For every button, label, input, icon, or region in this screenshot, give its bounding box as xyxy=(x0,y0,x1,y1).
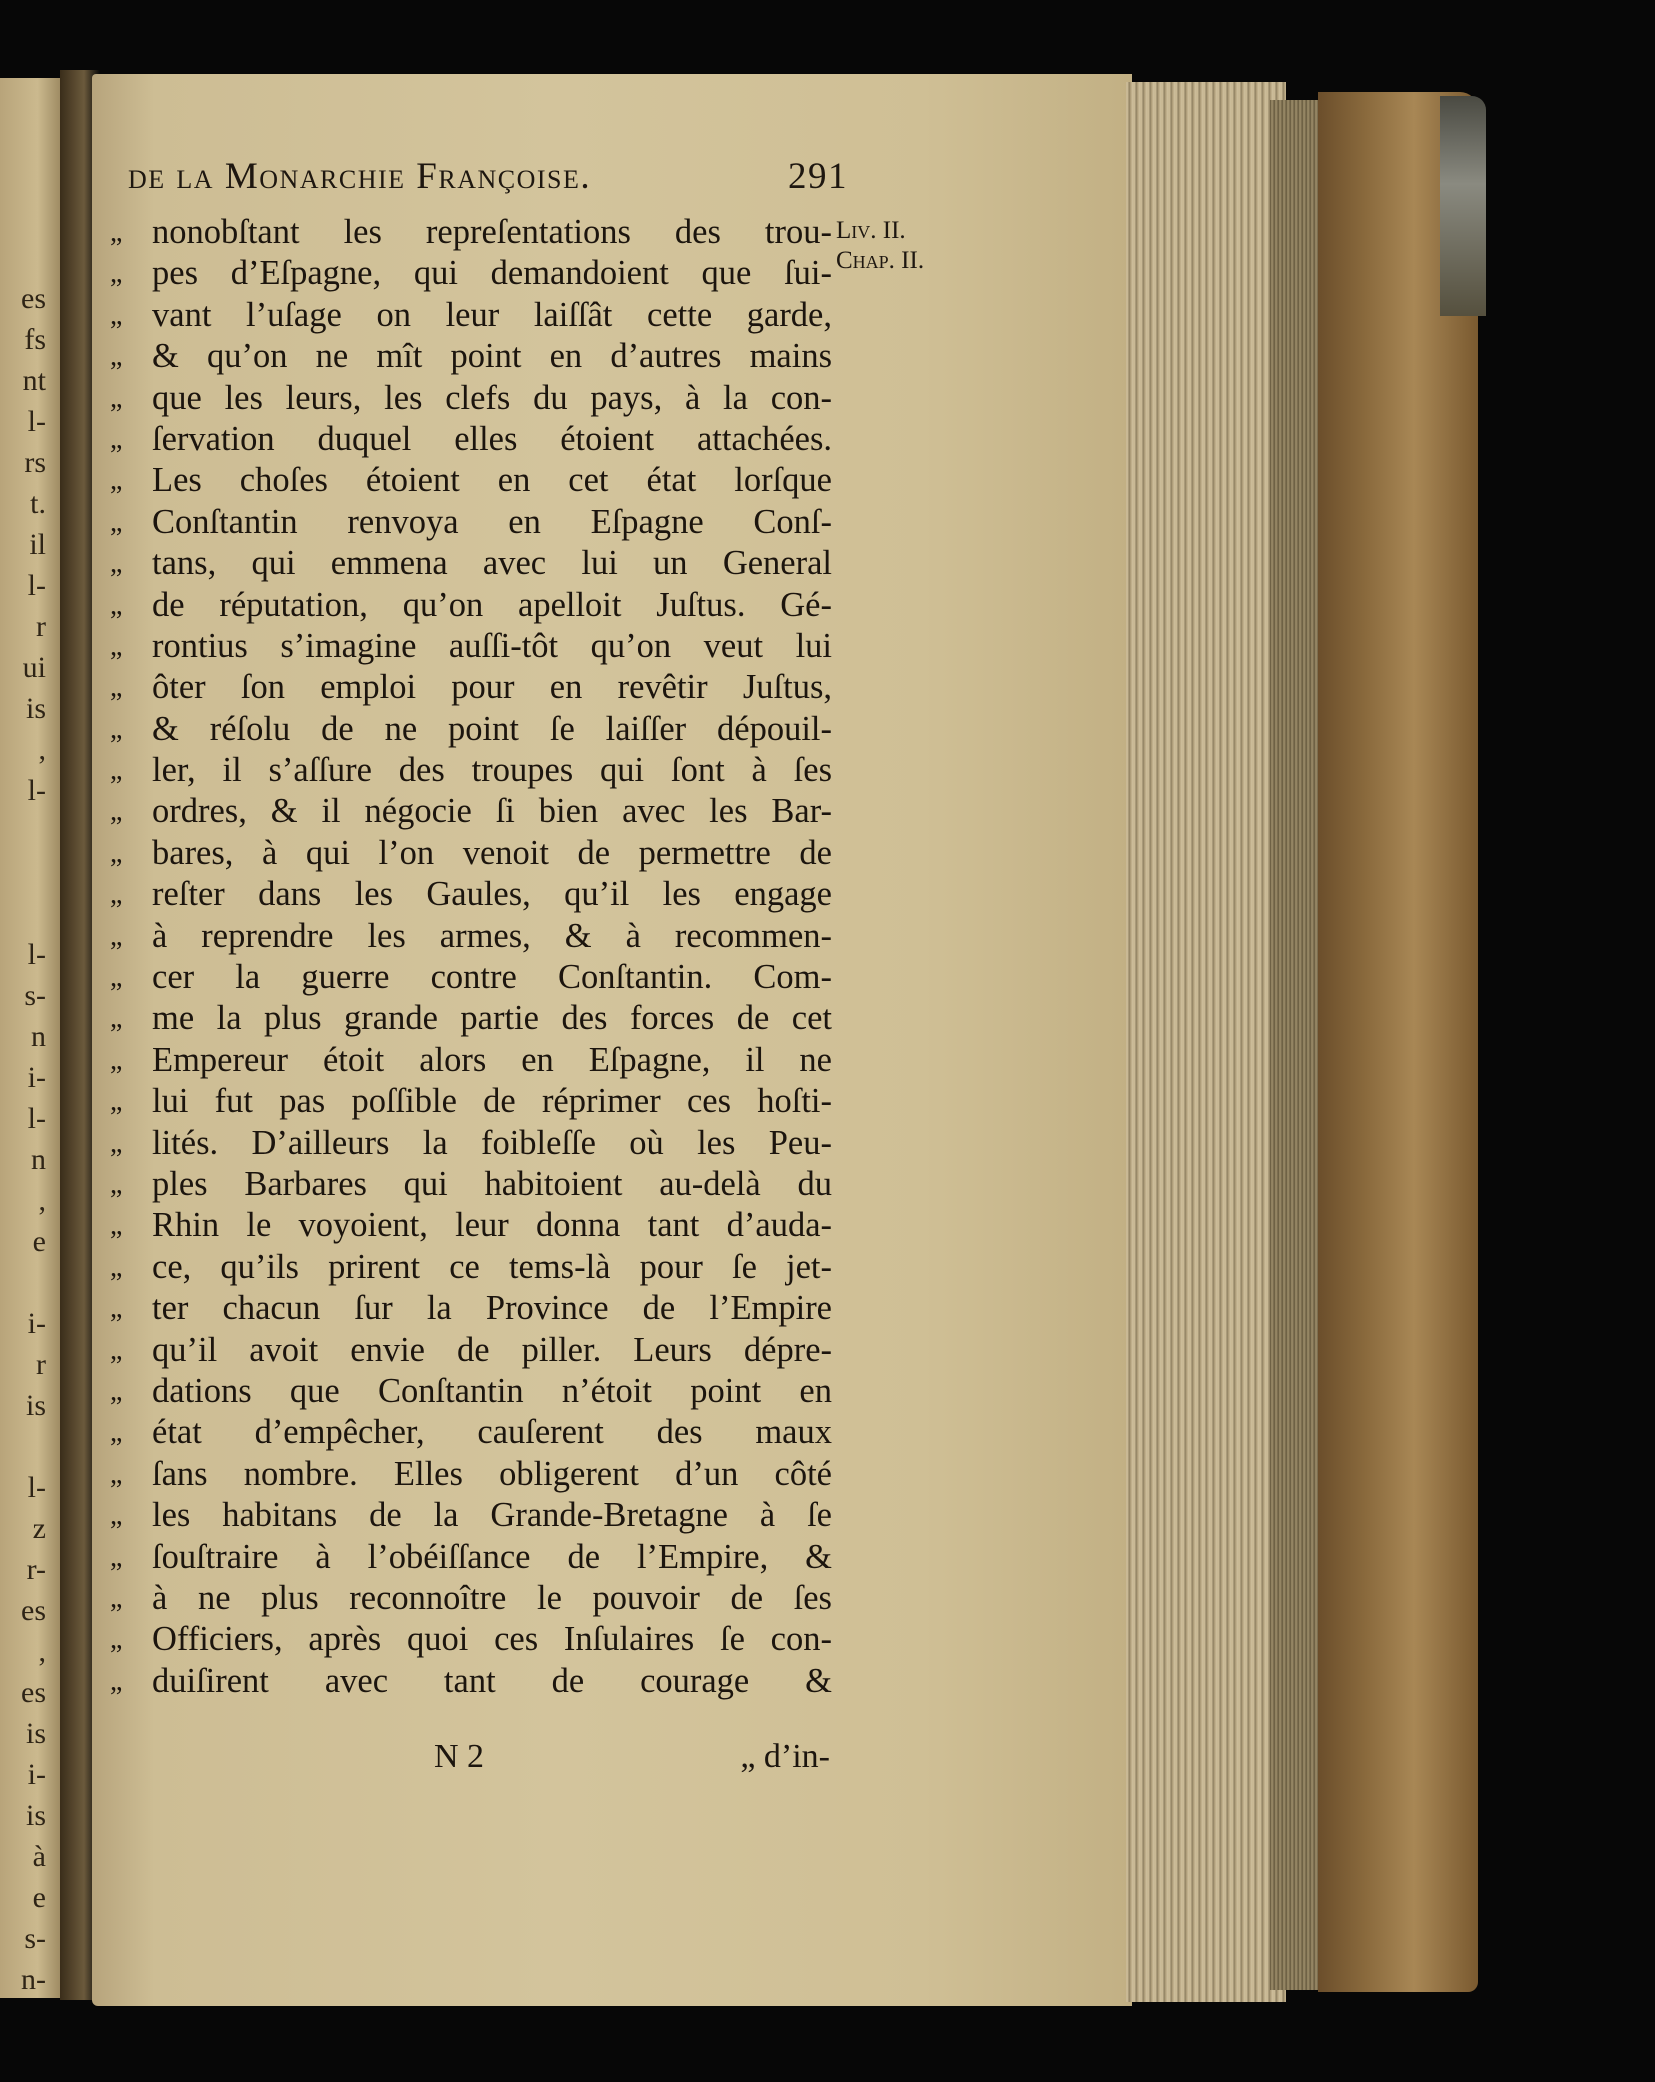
previous-page-fragment: l- xyxy=(27,405,46,438)
text-line xyxy=(110,419,830,460)
quotation-mark: „ xyxy=(110,672,123,704)
line-text: ce, qu’ils prirent ce tems-là pour ſe jet- xyxy=(152,1247,832,1286)
previous-page-fragment: l- xyxy=(27,1471,46,1504)
line-text: lités. D’ailleurs la foibleſſe où les Peu- xyxy=(152,1123,832,1162)
text-line xyxy=(110,1454,830,1495)
text-line xyxy=(110,957,830,998)
line-text: & réſolu de ne point ſe laiſſer dépouil- xyxy=(152,709,832,748)
line-text: pes d’Eſpagne, qui demandoient que ſui- xyxy=(152,254,832,293)
quotation-mark: „ xyxy=(110,506,123,538)
previous-page-fragment: , xyxy=(38,1635,46,1668)
line-text: que les leurs, les clefs du pays, à la con- xyxy=(152,378,832,417)
quotation-mark: „ xyxy=(110,1293,123,1325)
previous-page-fragment xyxy=(0,852,46,893)
running-header xyxy=(128,155,848,205)
catchword: „ d’in- xyxy=(740,1738,830,1775)
line-text: bares, à qui l’on venoit de permettre de xyxy=(152,833,832,872)
previous-page-fragment: e xyxy=(32,1881,46,1914)
margin-note-book: Liv. II. xyxy=(836,217,906,244)
text-line xyxy=(110,1578,830,1619)
previous-page-fragment: il xyxy=(29,528,46,561)
line-text: cer la guerre contre Conſtantin. Com- xyxy=(152,958,832,997)
previous-page-fragment: is xyxy=(25,1717,46,1750)
quotation-mark: „ xyxy=(110,1458,123,1490)
line-text: les habitans de la Grande-Bretagne à ſe xyxy=(152,1496,832,1535)
previous-page-fragment: ui xyxy=(22,651,46,684)
text-line xyxy=(110,1205,830,1246)
quotation-mark: „ xyxy=(110,1168,123,1200)
quotation-mark: „ xyxy=(110,1003,123,1035)
text-line xyxy=(110,1040,830,1081)
line-text: ſervation duquel elles étoient attachées. xyxy=(152,419,832,458)
quotation-mark: „ xyxy=(110,837,123,869)
line-text: ples Barbares qui habitoient au-delà du xyxy=(152,1164,832,1203)
previous-page-fragment: is xyxy=(25,1389,46,1422)
quotation-mark: „ xyxy=(110,962,123,994)
text-line xyxy=(110,1371,830,1412)
margin-note-chapter: Chap. II. xyxy=(836,247,925,274)
line-text: Rhin le voyoient, leur donna tant d’auda- xyxy=(152,1206,832,1245)
line-text: Empereur étoit alors en Eſpagne, il ne xyxy=(152,1040,832,1079)
book-cover-edge xyxy=(1318,92,1478,1992)
quotation-mark: „ xyxy=(110,1086,123,1118)
previous-page-fragment: es xyxy=(21,1594,46,1627)
text-line xyxy=(110,626,830,667)
line-text: rontius s’imagine auſſi-tôt qu’on veut lui xyxy=(152,626,832,665)
text-line xyxy=(110,916,830,957)
text-line xyxy=(110,667,830,708)
line-text: ôter ſon emploi pour en revêtir Juſtus, xyxy=(152,668,832,707)
quotation-mark: „ xyxy=(110,796,123,828)
quotation-mark: „ xyxy=(110,589,123,621)
previous-page-fragment: r xyxy=(36,610,46,643)
line-text: Officiers, après quoi ces Inſulaires ſe con- xyxy=(152,1620,832,1659)
quotation-mark: „ xyxy=(110,1624,123,1656)
previous-page-fragment: is xyxy=(25,692,46,725)
previous-page-fragment: s- xyxy=(24,1922,46,1955)
margin-note xyxy=(836,216,996,276)
line-text: ter chacun ſur la Province de l’Empire xyxy=(152,1289,832,1328)
previous-page-fragment: l- xyxy=(27,569,46,602)
previous-page-fragment: à xyxy=(32,1840,46,1873)
line-text: ſans nombre. Elles obligerent d’un côté xyxy=(152,1454,832,1493)
line-text: & qu’on ne mît point en d’autres mains xyxy=(152,337,832,376)
line-text: Conſtantin renvoya en Eſpagne Conſ- xyxy=(152,502,832,541)
previous-page-fragment: s- xyxy=(24,979,46,1012)
text-line xyxy=(110,378,830,419)
line-text: de réputation, qu’on apelloit Juſtus. Gé- xyxy=(152,585,832,624)
text-line xyxy=(110,998,830,1039)
previous-page-fragment: n xyxy=(31,1020,46,1053)
quotation-mark: „ xyxy=(110,465,123,497)
running-title: de la Monarchie Françoise. xyxy=(128,156,592,197)
quotation-mark: „ xyxy=(110,548,123,580)
line-text: à reprendre les armes, & à recommen- xyxy=(152,916,832,955)
text-line xyxy=(110,585,830,626)
page-number: 291 xyxy=(788,156,848,197)
previous-page-fragment: t. xyxy=(30,487,46,520)
quotation-mark: „ xyxy=(110,755,123,787)
text-line xyxy=(110,460,830,501)
body-text xyxy=(110,212,830,1702)
quotation-mark: „ xyxy=(110,920,123,952)
text-line xyxy=(110,1661,830,1702)
quotation-mark: „ xyxy=(110,879,123,911)
cover-worn-corner xyxy=(1440,96,1486,316)
line-text: reſter dans les Gaules, qu’il les engage xyxy=(152,875,832,914)
quotation-mark: „ xyxy=(110,1251,123,1283)
previous-page-fragment xyxy=(0,811,46,852)
quotation-mark: „ xyxy=(110,1334,123,1366)
page-footer xyxy=(110,1738,830,1782)
line-text: duiſirent avec tant de courage & xyxy=(152,1661,832,1700)
previous-page-fragment: r- xyxy=(26,1553,46,1586)
quotation-mark: „ xyxy=(110,630,123,662)
previous-page-fragment xyxy=(0,1426,46,1467)
previous-page-fragment: es xyxy=(21,1676,46,1709)
quotation-mark: „ xyxy=(110,1582,123,1614)
previous-page-fragment: , xyxy=(38,733,46,766)
previous-page-text-fragments xyxy=(0,278,46,2000)
quotation-mark: „ xyxy=(110,217,123,248)
previous-page-fragment: n- xyxy=(21,1963,46,1996)
line-text: tans, qui emmena avec lui un General xyxy=(152,544,832,583)
text-line xyxy=(110,543,830,584)
previous-page-fragment: n xyxy=(31,1143,46,1176)
text-line xyxy=(110,1288,830,1329)
previous-page-fragment: is xyxy=(25,1799,46,1832)
quotation-mark: „ xyxy=(110,713,123,745)
previous-page-fragment: l- xyxy=(27,1102,46,1135)
previous-page-fragment: i- xyxy=(27,1758,46,1791)
quotation-mark: „ xyxy=(110,1665,123,1697)
line-text: Les choſes étoient en cet état lorſque xyxy=(152,461,832,500)
previous-page xyxy=(0,78,68,1998)
text-line xyxy=(110,1123,830,1164)
text-line xyxy=(110,336,830,377)
quotation-mark: „ xyxy=(110,382,123,414)
previous-page-fragment: rs xyxy=(24,446,46,479)
line-text: à ne plus reconnoître le pouvoir de ſes xyxy=(152,1578,832,1617)
quotation-mark: „ xyxy=(110,1500,123,1532)
previous-page-fragment xyxy=(0,1262,46,1303)
previous-page-fragment: l- xyxy=(27,938,46,971)
text-line xyxy=(110,212,830,253)
quotation-mark: „ xyxy=(110,341,123,373)
previous-page-fragment xyxy=(0,893,46,934)
quotation-mark: „ xyxy=(110,1417,123,1449)
quotation-mark: „ xyxy=(110,423,123,455)
previous-page-fragment: r xyxy=(36,1348,46,1381)
previous-page-fragment: es xyxy=(21,282,46,315)
line-text: état d’empêcher, cauſerent des maux xyxy=(152,1413,832,1452)
text-line xyxy=(110,253,830,294)
text-line xyxy=(110,874,830,915)
text-line xyxy=(110,1081,830,1122)
text-line xyxy=(110,295,830,336)
line-text: ſouſtraire à l’obéiſſance de l’Empire, & xyxy=(152,1537,832,1576)
text-line xyxy=(110,1619,830,1660)
previous-page-fragment: fs xyxy=(24,323,46,356)
line-text: vant l’uſage on leur laiſſât cette garde, xyxy=(152,295,832,334)
previous-page-fragment: e xyxy=(32,1225,46,1258)
previous-page-fragment: z xyxy=(32,1512,46,1545)
text-line xyxy=(110,750,830,791)
line-text: lui fut pas poſſible de réprimer ces hoſti- xyxy=(152,1082,832,1121)
quotation-mark: „ xyxy=(110,1375,123,1407)
text-line xyxy=(110,1537,830,1578)
page-edges xyxy=(1126,82,1286,2002)
line-text: qu’il avoit envie de piller. Leurs dépre- xyxy=(152,1330,832,1369)
line-text: ordres, & il négocie ſi bien avec les Bar- xyxy=(152,792,832,831)
previous-page-fragment: l- xyxy=(27,774,46,807)
quotation-mark: „ xyxy=(110,1210,123,1242)
previous-page-fragment: i- xyxy=(27,1307,46,1340)
text-line xyxy=(110,502,830,543)
line-text: dations que Conſtantin n’étoit point en xyxy=(152,1371,832,1410)
line-text: nonobſtant les repreſentations des trou- xyxy=(152,213,832,251)
text-line xyxy=(110,1495,830,1536)
previous-page-fragment: i- xyxy=(27,1061,46,1094)
line-text: ler, il s’aſſure des troupes qui ſont à ſes xyxy=(152,751,832,790)
signature-mark: N 2 xyxy=(434,1738,485,1775)
text-line xyxy=(110,709,830,750)
text-line xyxy=(110,833,830,874)
quotation-mark: „ xyxy=(110,1044,123,1076)
previous-page-fragment: nt xyxy=(22,364,46,397)
text-line xyxy=(110,1330,830,1371)
quotation-mark: „ xyxy=(110,1541,123,1573)
line-text: me la plus grande partie des forces de cet xyxy=(152,999,832,1038)
text-line xyxy=(110,791,830,832)
previous-page-fragment: , xyxy=(38,1184,46,1217)
text-line xyxy=(110,1412,830,1453)
quotation-mark: „ xyxy=(110,1127,123,1159)
text-line xyxy=(110,1164,830,1205)
quotation-mark: „ xyxy=(110,299,123,331)
text-line xyxy=(110,1247,830,1288)
quotation-mark: „ xyxy=(110,258,123,290)
